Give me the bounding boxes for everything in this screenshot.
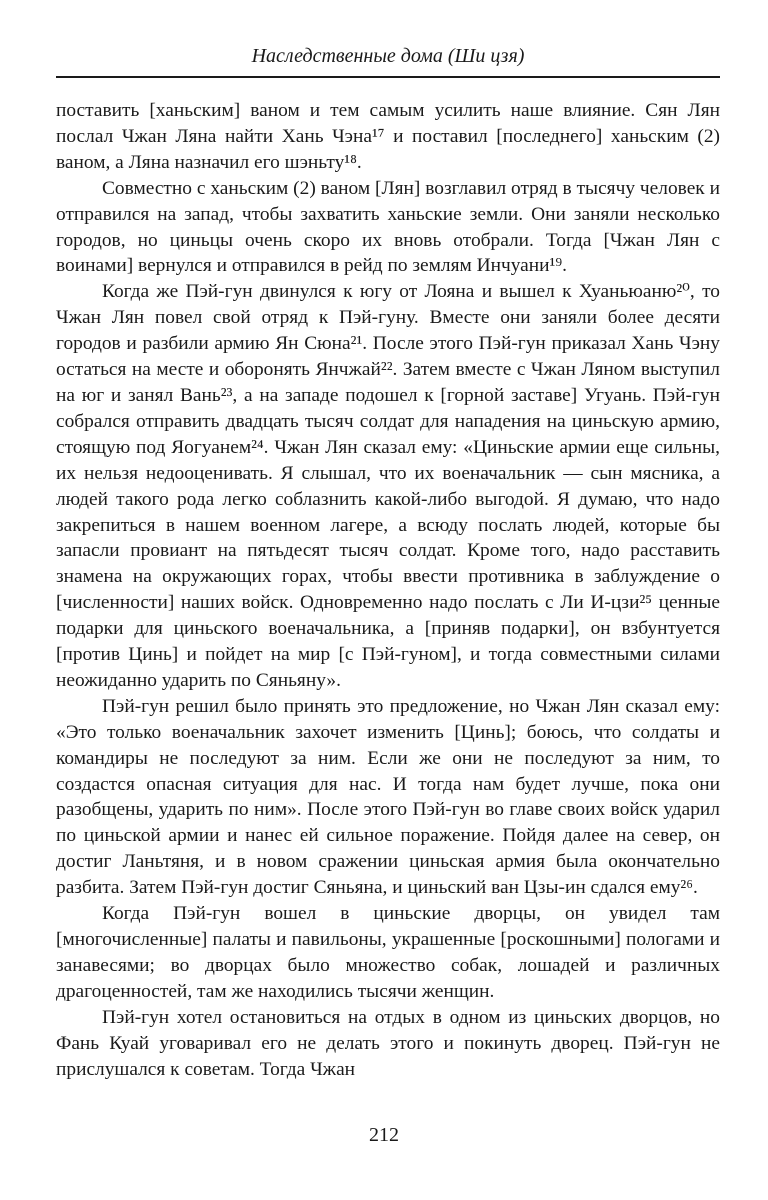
paragraph-6: Пэй-гун хотел остановиться на отдых в одном из циньских дворцов, но Фань Куай уговаривал его не делать этого и покинуть дворец. Пэй-гун не прислушался к советам. Тогда Чжан [56,1006,720,1080]
running-header-title: Наследственные дома (Ши цзя) [251,45,525,67]
paragraph-3: Когда же Пэй-гун двинулся к югу от Лояна и вышел к Хуаньюаню²⁰, то Чжан Лян повел свой отряд к Пэй-гуну. Вместе они заняли более десяти городов и разбили армию Ян Сюна²¹. После этого Пэй-гун приказал Хань Чэну остаться на месте и оборонять Янчжай²². Затем вместе с Чжан Ляном выступил на юг и занял Вань²³, а на западе подошел к [горной заставе] Угуань. Пэй-гун собрался отправить двадцать тысяч солдат для нападения на циньскую армию, стоящую под Яогуанем²⁴. Чжан Лян сказал ему: «Циньские армии еще сильны, их нельзя недооценивать. Я слышал, что их военачальник — сын мясника, а людей такого рода легко соблазнить какой-либо выгодой. Я думаю, что надо закрепиться в нашем военном лагере, а всюду послать людей, которые бы запасли провиант на пятьдесят тысяч солдат. Кроме того, надо расставить знамена на окружающих горах, чтобы ввести противника в заблуждение о [численности] наших войск. Одновременно надо послать с Ли И-цзи²⁵ ценные подарки для циньского военачальника, а [приняв подарки], он взбунтуется [против Цинь] и пойдет на мир [с Пэй-гуном], и тогда совместными силами неожиданно ударить по Сяньяну». [56,281,720,691]
page-body [56,98,720,1082]
paragraph-1: поставить [ханьским] ваном и тем самым усилить наше влияние. Сян Лян послал Чжан Ляна найти Хань Чэна¹⁷ и поставил [последнего] ханьским (2) ваном, а Ляна назначил его шэньту¹⁸. [56,100,720,173]
paragraph-2: Совместно с ханьским (2) ваном [Лян] возглавил отряд в тысячу человек и отправился на запад, чтобы захватить ханьские земли. Они заняли несколько городов, но циньцы очень скоро их вновь отобрали. Тогда [Чжан Лян с воинами] вернулся и отправился в рейд по землям Инчуани¹⁹. [56,177,720,277]
page-number: 212 [369,1124,399,1146]
paragraph-5: Когда Пэй-гун вошел в циньские дворцы, он увидел там [многочисленные] палаты и павильоны, украшенные [роскошными] пологами и занавесями; во дворцах было множество собак, лошадей и различных драгоценностей, там же находились тысячи женщин. [56,903,720,1002]
paragraph-4: Пэй-гун решил было принять это предложение, но Чжан Лян сказал ему: «Это только военачальник захочет изменить [Цинь]; боюсь, что солдаты и командиры не последуют за ним. Если же они не последуют за ним, то создастся опасная ситуация для нас. И тогда нам будет лучше, пока они разобщены, ударить по ним». После этого Пэй-гун во главе своих войск ударил по циньской армии и нанес ей сильное поражение. Пойдя далее на север, он достиг Ланьтяня, и в новом сражении циньская армия была окончательно разбита. Затем Пэй-гун достиг Сяньяна, и циньский ван Цзы-ин сдался ему²⁶. [56,695,720,899]
running-header [56,44,720,78]
